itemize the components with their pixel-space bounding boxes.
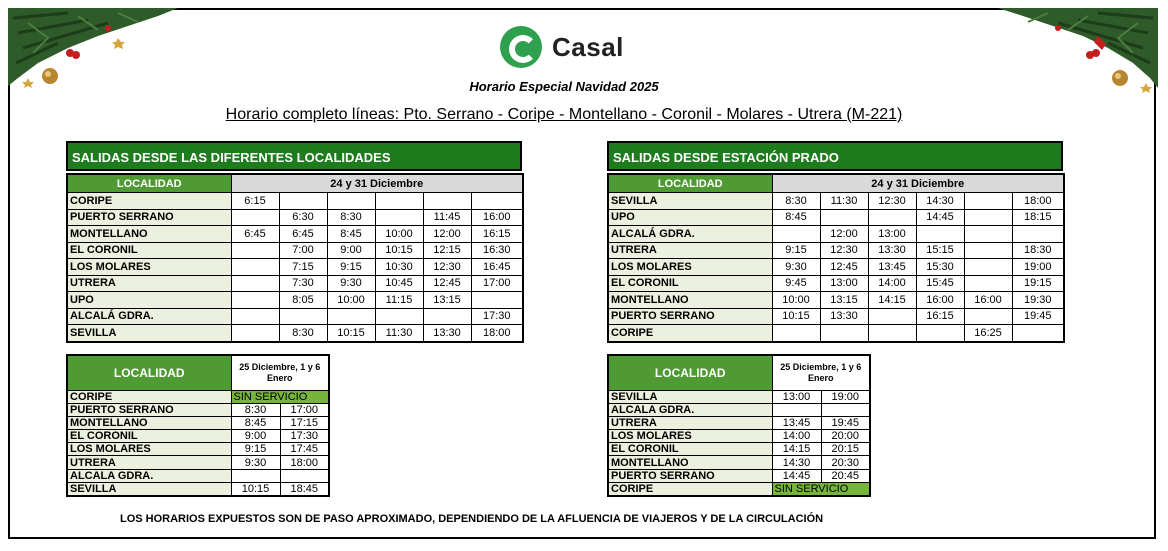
time-cell: 18:00 [471, 325, 523, 342]
time-cell [375, 193, 423, 210]
time-cell: 10:00 [772, 292, 820, 309]
time-cell [231, 209, 279, 226]
brand-logo [500, 26, 624, 68]
time-cell: 13:00 [820, 275, 868, 292]
table-row [67, 391, 329, 404]
time-cell [279, 193, 327, 210]
time-cell [821, 404, 870, 417]
table-row [608, 404, 870, 417]
locality-cell: LOS MOLARES [67, 259, 231, 276]
time-cell [964, 193, 1012, 210]
time-cell [279, 308, 327, 325]
table-row [608, 259, 1064, 276]
table-row [67, 308, 523, 325]
left-holiday-table [66, 354, 330, 497]
time-cell: 14:45 [772, 469, 821, 482]
time-cell: 6:45 [231, 226, 279, 243]
locality-cell: LOS MOLARES [608, 430, 772, 443]
locality-cell: MONTELLANO [608, 456, 772, 469]
time-cell [231, 275, 279, 292]
locality-cell: EL CORONIL [67, 242, 231, 259]
time-cell [231, 325, 279, 342]
time-cell: 12:00 [423, 226, 471, 243]
table-row [67, 404, 329, 417]
time-cell: 8:30 [327, 209, 375, 226]
table-row [67, 325, 523, 342]
locality-cell: ALCALA GDRA. [67, 469, 231, 482]
page-subtitle: Horario Especial Navidad 2025 [469, 79, 659, 94]
time-cell: 19:45 [1012, 308, 1064, 325]
locality-cell: SEVILLA [608, 193, 772, 210]
time-cell: 16:00 [964, 292, 1012, 309]
locality-cell: UTRERA [67, 275, 231, 292]
time-cell: 9:15 [231, 443, 280, 456]
locality-header: LOCALIDAD [608, 174, 772, 193]
time-cell: 9:30 [327, 275, 375, 292]
time-cell [820, 209, 868, 226]
table-row [608, 430, 870, 443]
locality-cell: PUERTO SERRANO [608, 469, 772, 482]
time-cell: 7:30 [279, 275, 327, 292]
time-cell: 17:30 [471, 308, 523, 325]
time-cell [471, 193, 523, 210]
right-section-title: SALIDAS DESDE ESTACIÓN PRADO [607, 141, 1063, 171]
time-cell: 10:15 [772, 308, 820, 325]
locality-cell: MONTELLANO [67, 226, 231, 243]
time-cell: 19:00 [1012, 259, 1064, 276]
table-row [608, 275, 1064, 292]
time-cell: 10:00 [327, 292, 375, 309]
time-cell [1012, 226, 1064, 243]
locality-cell: ALCALÁ GDRA. [67, 308, 231, 325]
time-cell: 9:00 [231, 430, 280, 443]
time-cell: 15:15 [916, 242, 964, 259]
time-cell: 17:45 [280, 443, 329, 456]
table-row [67, 469, 329, 482]
time-cell: 13:45 [868, 259, 916, 276]
time-cell [964, 275, 1012, 292]
time-cell: 19:30 [1012, 292, 1064, 309]
time-cell: 20:15 [821, 443, 870, 456]
table-row [608, 325, 1064, 342]
time-cell: 8:30 [772, 193, 820, 210]
time-cell: 19:15 [1012, 275, 1064, 292]
time-cell: 6:45 [279, 226, 327, 243]
time-cell: 18:00 [280, 456, 329, 469]
no-service-cell: SIN SERVICIO [772, 482, 870, 496]
time-cell: 12:30 [868, 193, 916, 210]
date-header: 24 y 31 Diciembre [231, 174, 523, 193]
table-row [67, 226, 523, 243]
casal-logo-icon [500, 26, 542, 68]
time-cell [964, 226, 1012, 243]
time-cell: 19:45 [821, 417, 870, 430]
time-cell: 8:30 [279, 325, 327, 342]
time-cell: 6:30 [279, 209, 327, 226]
time-cell [916, 325, 964, 342]
time-cell: 17:00 [280, 404, 329, 417]
table-row [67, 275, 523, 292]
time-cell [231, 292, 279, 309]
table-row [67, 430, 329, 443]
table-row [67, 259, 523, 276]
locality-cell: ALCALÁ GDRA. [608, 226, 772, 243]
locality-cell: SEVILLA [67, 482, 231, 496]
time-cell: 10:45 [375, 275, 423, 292]
time-cell: 14:15 [868, 292, 916, 309]
locality-cell: CORIPE [608, 482, 772, 496]
time-cell [327, 308, 375, 325]
locality-cell: SEVILLA [608, 391, 772, 404]
time-cell: 16:00 [471, 209, 523, 226]
locality-cell: UTRERA [608, 242, 772, 259]
time-cell: 9:00 [327, 242, 375, 259]
time-cell [231, 259, 279, 276]
time-cell: 8:45 [327, 226, 375, 243]
time-cell [423, 308, 471, 325]
time-cell: 12:15 [423, 242, 471, 259]
time-cell: 10:15 [231, 482, 280, 496]
left-schedule-table [66, 173, 524, 343]
locality-cell: UPO [608, 209, 772, 226]
locality-cell: MONTELLANO [67, 417, 231, 430]
time-cell: 12:30 [820, 242, 868, 259]
time-cell: 13:15 [423, 292, 471, 309]
locality-cell: CORIPE [608, 325, 772, 342]
time-cell [916, 226, 964, 243]
footer-note: LOS HORARIOS EXPUESTOS SON DE PASO APROXIMADO, DEPENDIENDO DE LA AFLUENCIA DE VIAJEROS Y DE LA CIRCULACIÓN [120, 513, 824, 525]
time-cell: 9:30 [772, 259, 820, 276]
table-row [67, 193, 523, 210]
time-cell: 14:45 [916, 209, 964, 226]
time-cell [471, 292, 523, 309]
time-cell: 14:30 [772, 456, 821, 469]
time-cell [327, 193, 375, 210]
time-cell: 12:45 [423, 275, 471, 292]
time-cell: 17:30 [280, 430, 329, 443]
time-cell: 7:00 [279, 242, 327, 259]
time-cell [231, 469, 280, 482]
time-cell: 12:45 [820, 259, 868, 276]
locality-cell: PUERTO SERRANO [67, 404, 231, 417]
locality-cell: MONTELLANO [608, 292, 772, 309]
locality-cell: ALCALA GDRA. [608, 404, 772, 417]
time-cell [868, 325, 916, 342]
time-cell: 17:15 [280, 417, 329, 430]
time-cell: 18:15 [1012, 209, 1064, 226]
time-cell: 10:00 [375, 226, 423, 243]
table-row [67, 209, 523, 226]
table-row [608, 226, 1064, 243]
table-row [608, 482, 870, 496]
time-cell: 16:30 [471, 242, 523, 259]
locality-cell: LOS MOLARES [67, 443, 231, 456]
time-cell: 14:00 [868, 275, 916, 292]
time-cell [423, 193, 471, 210]
time-cell: 13:30 [423, 325, 471, 342]
no-service-cell: SIN SERVICIO [231, 391, 329, 404]
table-row [608, 456, 870, 469]
time-cell: 11:30 [375, 325, 423, 342]
time-cell [868, 209, 916, 226]
time-cell [964, 259, 1012, 276]
time-cell: 8:30 [231, 404, 280, 417]
time-cell: 10:30 [375, 259, 423, 276]
table-row [608, 292, 1064, 309]
time-cell: 16:25 [964, 325, 1012, 342]
time-cell [1012, 325, 1064, 342]
locality-cell: UTRERA [608, 417, 772, 430]
time-cell: 8:05 [279, 292, 327, 309]
time-cell: 12:30 [423, 259, 471, 276]
locality-header: LOCALIDAD [608, 355, 772, 391]
time-cell: 18:00 [1012, 193, 1064, 210]
date-header: 25 Diciembre, 1 y 6 Enero [231, 355, 329, 391]
time-cell: 14:15 [772, 443, 821, 456]
locality-cell: EL CORONIL [608, 275, 772, 292]
locality-cell: PUERTO SERRANO [67, 209, 231, 226]
locality-cell: EL CORONIL [608, 443, 772, 456]
table-row [608, 443, 870, 456]
time-cell: 10:15 [327, 325, 375, 342]
date-header: 24 y 31 Diciembre [772, 174, 1064, 193]
time-cell: 15:45 [916, 275, 964, 292]
time-cell: 13:45 [772, 417, 821, 430]
locality-header: LOCALIDAD [67, 355, 231, 391]
time-cell: 18:30 [1012, 242, 1064, 259]
locality-cell: CORIPE [67, 391, 231, 404]
time-cell [375, 209, 423, 226]
time-cell: 9:30 [231, 456, 280, 469]
locality-cell: PUERTO SERRANO [608, 308, 772, 325]
locality-cell: UPO [67, 292, 231, 309]
time-cell [280, 469, 329, 482]
locality-cell: EL CORONIL [67, 430, 231, 443]
locality-header: LOCALIDAD [67, 174, 231, 193]
time-cell: 11:30 [820, 193, 868, 210]
time-cell [772, 404, 821, 417]
time-cell [964, 308, 1012, 325]
table-row [67, 456, 329, 469]
time-cell: 20:45 [821, 469, 870, 482]
table-row [67, 292, 523, 309]
table-row [67, 242, 523, 259]
time-cell: 13:30 [868, 242, 916, 259]
time-cell: 19:00 [821, 391, 870, 404]
time-cell [964, 209, 1012, 226]
time-cell [772, 325, 820, 342]
time-cell: 10:15 [375, 242, 423, 259]
time-cell [231, 308, 279, 325]
locality-cell: LOS MOLARES [608, 259, 772, 276]
time-cell: 16:15 [916, 308, 964, 325]
time-cell: 9:15 [327, 259, 375, 276]
right-schedule-table [607, 173, 1065, 343]
time-cell: 9:15 [772, 242, 820, 259]
time-cell: 15:30 [916, 259, 964, 276]
time-cell [231, 242, 279, 259]
time-cell: 11:15 [375, 292, 423, 309]
time-cell: 6:15 [231, 193, 279, 210]
time-cell: 16:00 [916, 292, 964, 309]
time-cell [820, 325, 868, 342]
time-cell: 7:15 [279, 259, 327, 276]
time-cell [964, 242, 1012, 259]
table-row [608, 469, 870, 482]
time-cell: 9:45 [772, 275, 820, 292]
time-cell [868, 308, 916, 325]
time-cell: 17:00 [471, 275, 523, 292]
time-cell: 11:45 [423, 209, 471, 226]
time-cell: 13:15 [820, 292, 868, 309]
table-row [67, 417, 329, 430]
table-row [608, 391, 870, 404]
time-cell: 14:00 [772, 430, 821, 443]
time-cell: 8:45 [231, 417, 280, 430]
time-cell: 13:30 [820, 308, 868, 325]
time-cell: 14:30 [916, 193, 964, 210]
locality-cell: CORIPE [67, 193, 231, 210]
time-cell: 16:15 [471, 226, 523, 243]
time-cell: 18:45 [280, 482, 329, 496]
time-cell: 13:00 [772, 391, 821, 404]
time-cell: 20:00 [821, 430, 870, 443]
table-row [67, 443, 329, 456]
table-row [67, 482, 329, 496]
brand-name: Casal [552, 31, 624, 62]
christmas-garland-left [8, 8, 178, 88]
table-row [608, 417, 870, 430]
page-title: Horario completo líneas: Pto. Serrano - Coripe - Montellano - Coronil - Molares - Utrera (M-221) [225, 106, 903, 123]
locality-cell: SEVILLA [67, 325, 231, 342]
time-cell: 12:00 [820, 226, 868, 243]
time-cell: 20:30 [821, 456, 870, 469]
time-cell: 8:45 [772, 209, 820, 226]
time-cell: 16:45 [471, 259, 523, 276]
time-cell [772, 226, 820, 243]
date-header: 25 Diciembre, 1 y 6 Enero [772, 355, 870, 391]
table-row [608, 308, 1064, 325]
time-cell [375, 308, 423, 325]
right-holiday-table [607, 354, 871, 497]
time-cell: 13:00 [868, 226, 916, 243]
table-row [608, 242, 1064, 259]
left-section-title: SALIDAS DESDE LAS DIFERENTES LOCALIDADES [66, 141, 522, 171]
locality-cell: UTRERA [67, 456, 231, 469]
table-row [608, 193, 1064, 210]
table-row [608, 209, 1064, 226]
